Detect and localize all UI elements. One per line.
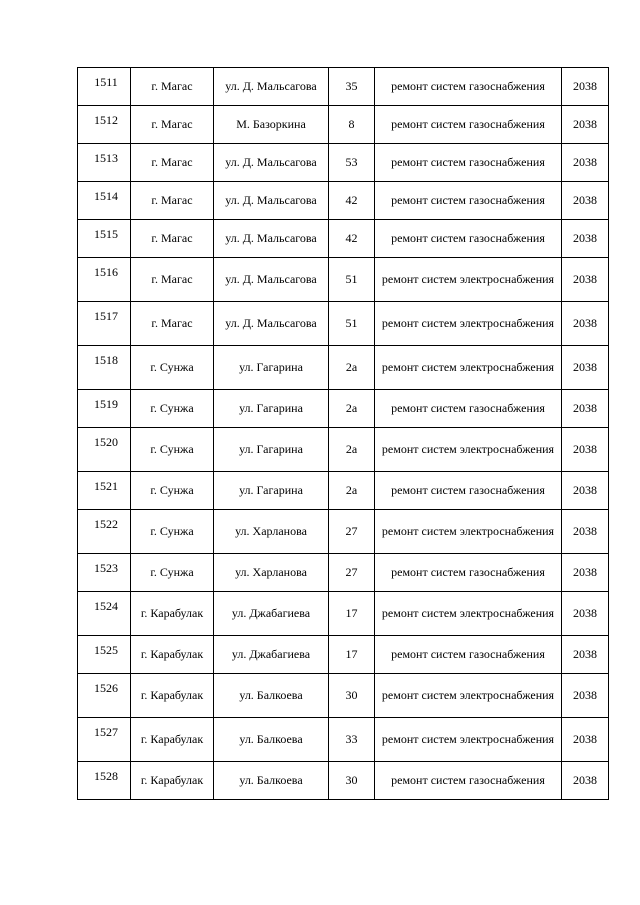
row-number-text: 1522: [94, 517, 118, 531]
year-text: 2038: [573, 401, 597, 415]
city-text: г. Магас: [151, 79, 193, 93]
work-type-text: ремонт систем газоснабжения: [391, 773, 545, 787]
street-cell: [214, 636, 329, 674]
city-cell: [131, 428, 214, 472]
work-type-cell: [375, 718, 562, 762]
work-type-text: ремонт систем газоснабжения: [391, 401, 545, 415]
row-number-text: 1526: [94, 681, 118, 695]
city-text: г. Сунжа: [150, 360, 194, 374]
year-text: 2038: [573, 524, 597, 538]
table-row: [78, 258, 609, 302]
street-cell: [214, 106, 329, 144]
year-cell: [562, 220, 609, 258]
city-cell: [131, 106, 214, 144]
year-cell: [562, 762, 609, 800]
work-type-text: ремонт систем электроснабжения: [381, 606, 555, 620]
street-cell: [214, 68, 329, 106]
street-text: ул. Д. Мальсагова: [225, 79, 317, 93]
street-text: ул. Д. Мальсагова: [225, 155, 317, 169]
house-number-cell: [329, 472, 375, 510]
work-type-text: ремонт систем газоснабжения: [391, 647, 545, 661]
work-type-cell: [375, 592, 562, 636]
year-text: 2038: [573, 272, 597, 286]
table-row: [78, 346, 609, 390]
work-type-cell: [375, 144, 562, 182]
city-text: г. Магас: [151, 117, 193, 131]
table-row: [78, 554, 609, 592]
house-number-cell: [329, 106, 375, 144]
street-cell: [214, 592, 329, 636]
table-row: [78, 182, 609, 220]
house-number-cell: [329, 762, 375, 800]
year-cell: [562, 182, 609, 220]
year-cell: [562, 390, 609, 428]
street-text: ул. Джабагиева: [231, 606, 311, 620]
table-row: [78, 674, 609, 718]
city-text: г. Карабулак: [140, 732, 204, 746]
house-number-text: 51: [345, 316, 358, 330]
year-cell: [562, 144, 609, 182]
street-text: М. Базоркина: [236, 117, 306, 131]
work-type-text: ремонт систем газоснабжения: [391, 231, 545, 245]
row-number-text: 1523: [94, 561, 118, 575]
row-number-cell: [78, 718, 131, 762]
row-number-cell: [78, 182, 131, 220]
table-row: [78, 390, 609, 428]
work-type-cell: [375, 472, 562, 510]
street-cell: [214, 390, 329, 428]
row-number-text: 1511: [94, 75, 118, 89]
row-number-text: 1524: [94, 599, 118, 613]
house-number-text: 17: [345, 606, 358, 620]
row-number-text: 1520: [94, 435, 118, 449]
house-number-cell: [329, 144, 375, 182]
work-type-text: ремонт систем электроснабжения: [381, 524, 555, 538]
house-number-cell: [329, 390, 375, 428]
street-cell: [214, 718, 329, 762]
table-row: [78, 510, 609, 554]
year-cell: [562, 428, 609, 472]
table-row: [78, 302, 609, 346]
row-number-text: 1514: [94, 189, 118, 203]
work-type-text: ремонт систем газоснабжения: [391, 483, 545, 497]
house-number-cell: [329, 636, 375, 674]
year-text: 2038: [573, 155, 597, 169]
city-text: г. Магас: [151, 193, 193, 207]
year-text: 2038: [573, 483, 597, 497]
year-text: 2038: [573, 442, 597, 456]
work-type-cell: [375, 68, 562, 106]
work-type-text: ремонт систем газоснабжения: [391, 565, 545, 579]
work-type-cell: [375, 182, 562, 220]
year-cell: [562, 258, 609, 302]
row-number-text: 1521: [94, 479, 118, 493]
city-cell: [131, 182, 214, 220]
city-cell: [131, 144, 214, 182]
house-number-cell: [329, 554, 375, 592]
street-cell: [214, 302, 329, 346]
row-number-text: 1517: [94, 309, 118, 323]
work-type-text: ремонт систем газоснабжения: [391, 79, 545, 93]
street-text: ул. Гагарина: [239, 401, 303, 415]
row-number-text: 1527: [94, 725, 118, 739]
table-row: [78, 592, 609, 636]
table-row: [78, 68, 609, 106]
house-number-cell: [329, 68, 375, 106]
house-number-cell: [329, 718, 375, 762]
street-text: ул. Д. Мальсагова: [225, 193, 317, 207]
house-number-text: 42: [345, 193, 358, 207]
row-number-cell: [78, 106, 131, 144]
row-number-cell: [78, 636, 131, 674]
row-number-text: 1512: [94, 113, 118, 127]
repair-schedule-table: [77, 67, 609, 800]
year-cell: [562, 718, 609, 762]
house-number-text: 53: [345, 155, 358, 169]
table-row: [78, 472, 609, 510]
row-number-text: 1519: [94, 397, 118, 411]
work-type-cell: [375, 346, 562, 390]
work-type-cell: [375, 510, 562, 554]
house-number-text: 30: [345, 773, 358, 787]
street-text: ул. Харланова: [235, 565, 307, 579]
house-number-cell: [329, 510, 375, 554]
street-text: ул. Гагарина: [239, 483, 303, 497]
house-number-text: 35: [345, 79, 358, 93]
city-cell: [131, 592, 214, 636]
year-text: 2038: [573, 79, 597, 93]
house-number-text: 27: [345, 565, 358, 579]
house-number-cell: [329, 258, 375, 302]
row-number-text: 1515: [94, 227, 118, 241]
table-body: [78, 68, 609, 800]
house-number-text: 2а: [345, 483, 358, 497]
house-number-text: 27: [345, 524, 358, 538]
street-text: ул. Д. Мальсагова: [225, 272, 317, 286]
year-text: 2038: [573, 316, 597, 330]
year-text: 2038: [573, 773, 597, 787]
street-cell: [214, 554, 329, 592]
house-number-text: 8: [348, 117, 355, 131]
row-number-cell: [78, 302, 131, 346]
city-cell: [131, 68, 214, 106]
work-type-cell: [375, 258, 562, 302]
city-cell: [131, 346, 214, 390]
house-number-text: 30: [345, 688, 358, 702]
city-text: г. Карабулак: [140, 606, 204, 620]
street-cell: [214, 182, 329, 220]
row-number-text: 1528: [94, 769, 118, 783]
work-type-text: ремонт систем электроснабжения: [381, 442, 555, 456]
work-type-text: ремонт систем электроснабжения: [381, 360, 555, 374]
row-number-text: 1518: [94, 353, 118, 367]
city-cell: [131, 302, 214, 346]
work-type-cell: [375, 554, 562, 592]
house-number-text: 33: [345, 732, 358, 746]
table-row: [78, 718, 609, 762]
table-row: [78, 762, 609, 800]
city-text: г. Сунжа: [150, 565, 194, 579]
city-text: г. Магас: [151, 316, 193, 330]
city-cell: [131, 390, 214, 428]
row-number-cell: [78, 592, 131, 636]
city-text: г. Магас: [151, 231, 193, 245]
house-number-cell: [329, 592, 375, 636]
year-text: 2038: [573, 647, 597, 661]
year-cell: [562, 68, 609, 106]
city-cell: [131, 674, 214, 718]
row-number-cell: [78, 428, 131, 472]
row-number-text: 1525: [94, 643, 118, 657]
city-text: г. Сунжа: [150, 401, 194, 415]
row-number-text: 1516: [94, 265, 118, 279]
year-text: 2038: [573, 117, 597, 131]
street-cell: [214, 762, 329, 800]
city-cell: [131, 220, 214, 258]
row-number-cell: [78, 510, 131, 554]
work-type-text: ремонт систем электроснабжения: [381, 688, 555, 702]
street-text: ул. Гагарина: [239, 442, 303, 456]
row-number-cell: [78, 346, 131, 390]
work-type-text: ремонт систем электроснабжения: [381, 732, 555, 746]
year-text: 2038: [573, 732, 597, 746]
row-number-cell: [78, 220, 131, 258]
street-cell: [214, 428, 329, 472]
year-cell: [562, 554, 609, 592]
city-text: г. Магас: [151, 272, 193, 286]
table-row: [78, 428, 609, 472]
house-number-text: 2а: [345, 442, 358, 456]
row-number-cell: [78, 472, 131, 510]
street-text: ул. Д. Мальсагова: [225, 231, 317, 245]
year-text: 2038: [573, 193, 597, 207]
year-cell: [562, 472, 609, 510]
work-type-cell: [375, 762, 562, 800]
city-text: г. Сунжа: [150, 483, 194, 497]
year-text: 2038: [573, 688, 597, 702]
street-cell: [214, 346, 329, 390]
city-cell: [131, 258, 214, 302]
street-text: ул. Харланова: [235, 524, 307, 538]
street-cell: [214, 472, 329, 510]
house-number-cell: [329, 220, 375, 258]
row-number-cell: [78, 674, 131, 718]
year-text: 2038: [573, 360, 597, 374]
house-number-text: 42: [345, 231, 358, 245]
city-text: г. Карабулак: [140, 647, 204, 661]
street-cell: [214, 144, 329, 182]
row-number-cell: [78, 144, 131, 182]
year-text: 2038: [573, 231, 597, 245]
work-type-text: ремонт систем электроснабжения: [381, 316, 555, 330]
year-cell: [562, 674, 609, 718]
city-text: г. Сунжа: [150, 524, 194, 538]
work-type-text: ремонт систем газоснабжения: [391, 117, 545, 131]
year-cell: [562, 346, 609, 390]
city-cell: [131, 762, 214, 800]
work-type-cell: [375, 636, 562, 674]
street-text: ул. Гагарина: [239, 360, 303, 374]
house-number-cell: [329, 674, 375, 718]
row-number-cell: [78, 258, 131, 302]
table-row: [78, 220, 609, 258]
city-cell: [131, 636, 214, 674]
city-cell: [131, 472, 214, 510]
house-number-cell: [329, 302, 375, 346]
city-cell: [131, 718, 214, 762]
work-type-text: ремонт систем газоснабжения: [391, 193, 545, 207]
work-type-text: ремонт систем электроснабжения: [381, 272, 555, 286]
work-type-cell: [375, 302, 562, 346]
house-number-text: 51: [345, 272, 358, 286]
street-text: ул. Балкоева: [239, 688, 303, 702]
house-number-text: 2а: [345, 401, 358, 415]
street-text: ул. Джабагиева: [231, 647, 311, 661]
house-number-text: 2а: [345, 360, 358, 374]
city-text: г. Магас: [151, 155, 193, 169]
year-cell: [562, 636, 609, 674]
row-number-cell: [78, 762, 131, 800]
work-type-cell: [375, 220, 562, 258]
work-type-cell: [375, 106, 562, 144]
row-number-cell: [78, 68, 131, 106]
row-number-text: 1513: [94, 151, 118, 165]
house-number-cell: [329, 182, 375, 220]
street-cell: [214, 510, 329, 554]
house-number-text: 17: [345, 647, 358, 661]
year-cell: [562, 302, 609, 346]
street-text: ул. Д. Мальсагова: [225, 316, 317, 330]
table-row: [78, 144, 609, 182]
city-text: г. Сунжа: [150, 442, 194, 456]
year-text: 2038: [573, 565, 597, 579]
house-number-cell: [329, 346, 375, 390]
street-cell: [214, 674, 329, 718]
city-cell: [131, 510, 214, 554]
street-text: ул. Балкоева: [239, 773, 303, 787]
year-text: 2038: [573, 606, 597, 620]
house-number-cell: [329, 428, 375, 472]
row-number-cell: [78, 554, 131, 592]
work-type-text: ремонт систем газоснабжения: [391, 155, 545, 169]
street-cell: [214, 220, 329, 258]
street-cell: [214, 258, 329, 302]
row-number-cell: [78, 390, 131, 428]
year-cell: [562, 592, 609, 636]
year-cell: [562, 106, 609, 144]
city-text: г. Карабулак: [140, 773, 204, 787]
city-cell: [131, 554, 214, 592]
year-cell: [562, 510, 609, 554]
table-row: [78, 106, 609, 144]
work-type-cell: [375, 674, 562, 718]
table-row: [78, 636, 609, 674]
street-text: ул. Балкоева: [239, 732, 303, 746]
work-type-cell: [375, 428, 562, 472]
city-text: г. Карабулак: [140, 688, 204, 702]
work-type-cell: [375, 390, 562, 428]
